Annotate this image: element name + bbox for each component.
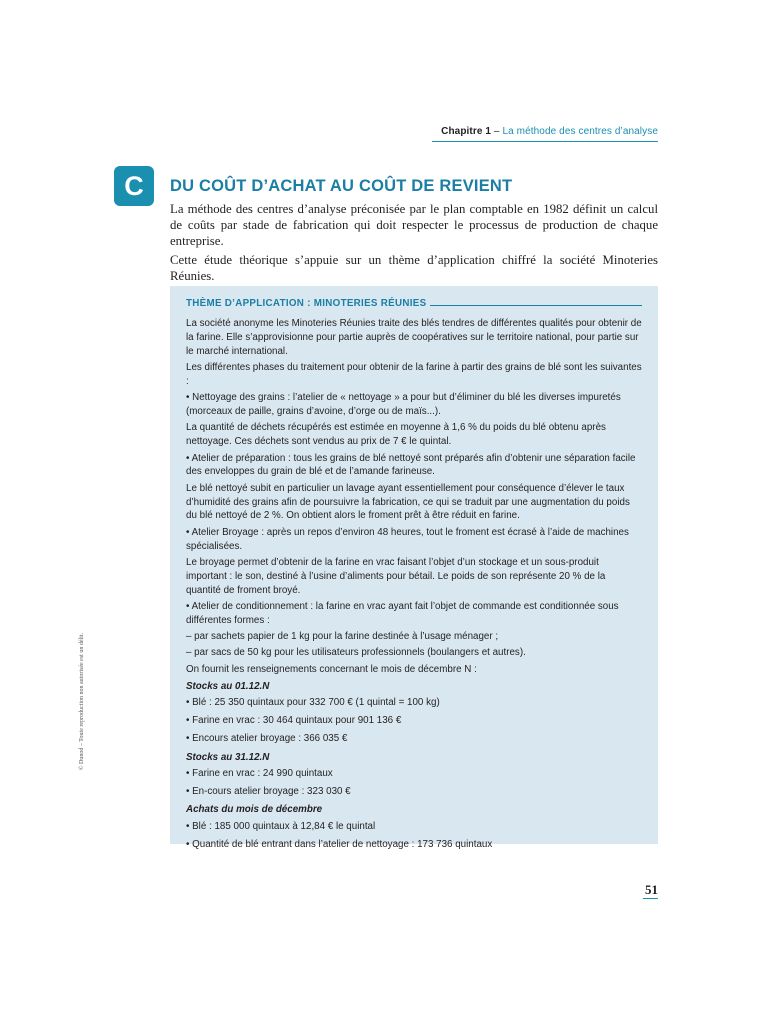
stocks-start-item: • Encours atelier broyage : 366 035 € <box>186 733 348 745</box>
theme-paragraph: Le broyage permet d’obtenir de la farine en vrac faisant l’objet d’un stockage et un sous-produit important : le son, destiné à l’usine d’aliments pour bétail. Le poids de son représente 20 % de la quantité de froment broyé. <box>186 556 606 596</box>
theme-paragraph: Les différentes phases du traitement pour obtenir de la farine à partir des grains de blé sont les suivantes : <box>186 361 642 387</box>
theme-body <box>186 317 642 852</box>
chapter-separator: – <box>491 126 503 137</box>
section-letter-badge: C <box>114 166 154 206</box>
theme-paragraph: – par sachets papier de 1 kg pour la farine destinée à l’usage ménager ; <box>186 631 499 643</box>
stocks-end-heading: Stocks au 31.12.N <box>186 751 270 763</box>
chapter-label: Chapitre 1 <box>441 126 492 137</box>
theme-paragraph: • Atelier de conditionnement : la farine en vrac ayant fait l’objet de commande est conditionnée sous différentes formes : <box>186 600 619 626</box>
stocks-start-item: • Blé : 25 350 quintaux pour 332 700 € (1 quintal = 100 kg) <box>186 697 440 709</box>
intro-text <box>170 202 658 289</box>
stocks-start-heading: Stocks au 01.12.N <box>186 680 270 692</box>
theme-paragraph: On fournit les renseignements concernant le mois de décembre N : <box>186 663 477 675</box>
stocks-start-item: • Farine en vrac : 30 464 quintaux pour 901 136 € <box>186 715 402 727</box>
theme-paragraph: Le blé nettoyé subit en particulier un lavage ayant essentiellement pour conséquence d’élever le taux d’humidité des grains afin de poursuivre la fabrication, ce qui se traduit par une augmentation du poids du blé nettoyé de 2 %. On obtient alors le froment prêt à être réduit en farine. <box>186 482 630 522</box>
page-number-rule <box>643 898 658 899</box>
theme-paragraph: • Nettoyage des grains : l’atelier de « nettoyage » a pour but d’éliminer du blé les diverses impuretés (morceaux de paille, grains d’avoine, d’orge ou de maïs...). <box>186 392 621 417</box>
theme-paragraph: La société anonyme les Minoteries Réunies traite des blés tendres de différentes qualités pour obtenir de la farine. Elle s’approvisionne pour partie auprès de coopératives sur le territoire national, pour partie sur le marché international. <box>186 318 642 357</box>
running-head <box>441 126 658 137</box>
stocks-end-item: • Farine en vrac : 24 990 quintaux <box>186 768 333 779</box>
theme-title: THÈME D’APPLICATION : MINOTERIES RÉUNIES <box>186 298 427 309</box>
theme-header <box>186 298 642 310</box>
chapter-title: La méthode des centres d’analyse <box>502 126 658 137</box>
theme-title-rule <box>430 305 642 306</box>
purchases-item: • Quantité de blé entrant dans l’atelier de nettoyage : 173 736 quintaux <box>186 838 493 850</box>
page-number: 51 <box>645 882 658 897</box>
purchases-item: • Blé : 185 000 quintaux à 12,84 € le quintal <box>186 820 376 832</box>
copyright-note: © Dunod – Toute reproduction non autorisée est un délit. <box>79 632 85 770</box>
theme-box <box>170 286 658 850</box>
intro-paragraph: La méthode des centres d’analyse préconisée par le plan comptable en 1982 définit un calcul de coûts par stade de fabrication qui doit respecter le processus de production de chaque entreprise. <box>170 202 658 248</box>
stocks-end-item: • En-cours atelier broyage : 323 030 € <box>186 786 351 798</box>
theme-paragraph: • Atelier Broyage : après un repos d’environ 48 heures, tout le froment est écrasé à l’aide de machines spécialisées. <box>186 526 629 552</box>
theme-paragraph: – par sacs de 50 kg pour les utilisateurs professionnels (boulangers et autres). <box>186 647 526 659</box>
intro-paragraph: Cette étude théorique s’appuie sur un thème d’application chiffré la société Minoteries Réunies. <box>170 253 658 284</box>
purchases-heading: Achats du mois de décembre <box>186 804 323 816</box>
section-title: DU COÛT D’ACHAT AU COÛT DE REVIENT <box>170 177 513 195</box>
header-rule <box>432 141 658 142</box>
theme-paragraph: La quantité de déchets récupérés est estimée en moyenne à 1,6 % du poids du blé obtenu après nettoyage. Ces déchets sont vendus au prix de 7 € le quintal. <box>186 422 606 448</box>
theme-paragraph: • Atelier de préparation : tous les grains de blé nettoyé sont préparés afin d’obtenir une séparation facile des enveloppes du grain de blé et de l’amande farineuse. <box>186 452 636 478</box>
